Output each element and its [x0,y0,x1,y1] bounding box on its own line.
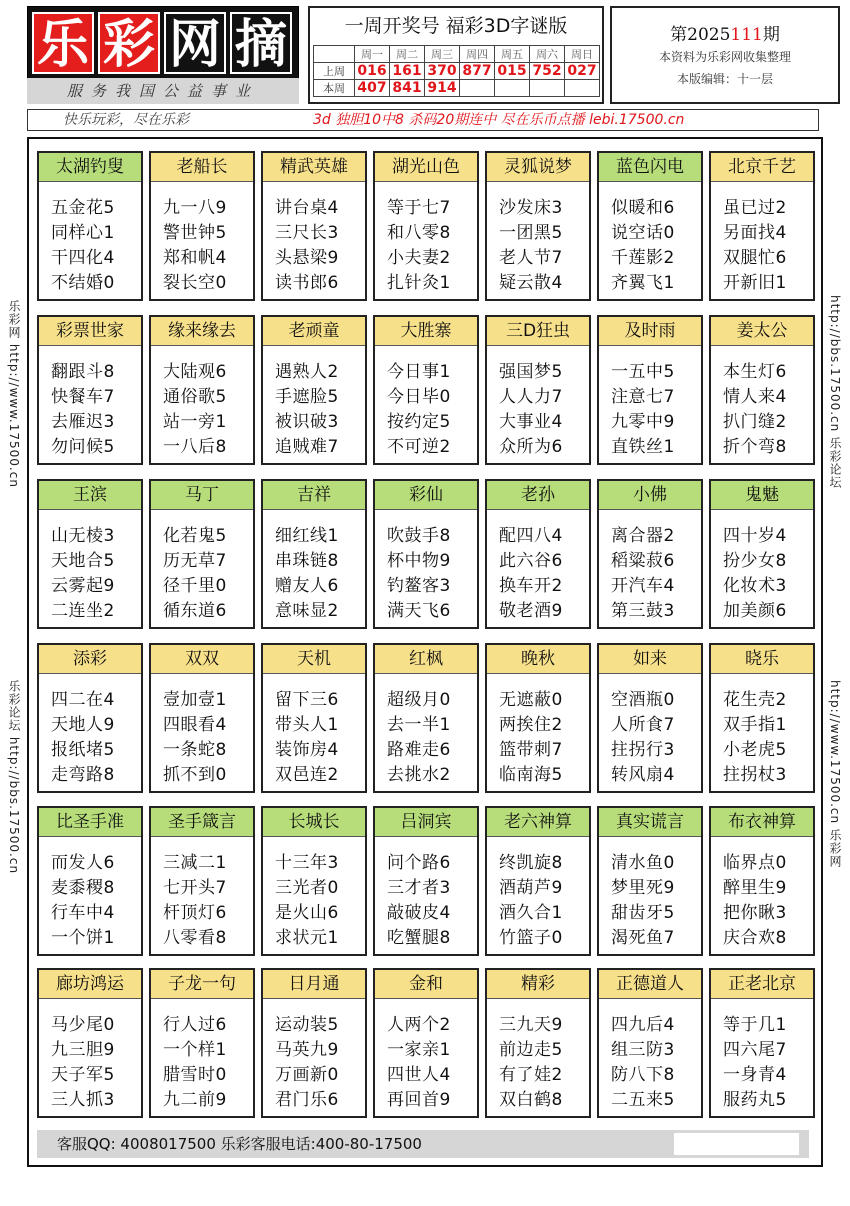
riddle-line: 麦黍稷8 [51,878,115,898]
riddle-line: 人所食7 [611,715,675,735]
riddle-cell [261,479,367,629]
riddle-author: 吕洞宾 [375,808,477,837]
riddle-line: 通俗歌5 [163,387,227,407]
riddle-line: 千莲影2 [611,248,675,268]
riddle-line: 再回首9 [387,1090,451,1110]
riddle-line: 快餐车7 [51,387,115,407]
riddle-cell [373,479,479,629]
riddle-line: 有了娃2 [499,1065,563,1085]
riddle-line: 无遮蔽0 [499,690,563,710]
riddle-author: 双双 [151,645,253,674]
draw-number: 841 [390,80,425,97]
riddle-line: 九三胆9 [51,1040,115,1060]
riddle-author: 小佛 [599,481,701,510]
riddle-line: 读书郎6 [275,273,339,293]
draw-results-box [308,6,604,104]
riddle-line: 小老虎5 [723,740,787,760]
riddle-line: 终凯旋8 [499,853,563,873]
riddle-line: 似暖和6 [611,198,675,218]
riddle-line: 直铁丝1 [611,437,675,457]
side-text-right-bottom: http://www.17500.cn 乐彩网 [828,680,842,868]
riddle-line: 满天飞6 [387,601,451,621]
riddle-author: 老船长 [151,153,253,182]
day-header: 周三 [425,46,460,63]
riddle-line: 今日毕0 [387,387,451,407]
riddle-author: 子龙一句 [151,970,253,999]
riddle-line: 化若鬼5 [163,526,227,546]
riddle-line: 赠友人6 [275,576,339,596]
riddle-line: 意味显2 [275,601,339,621]
riddle-line: 而发人6 [51,853,115,873]
day-header: 周五 [495,46,530,63]
riddle-cell [261,315,367,465]
day-header: 周六 [530,46,565,63]
riddle-line: 干四化4 [51,248,115,268]
riddle-line: 小夫妻2 [387,248,451,268]
riddle-line: 一团黑5 [499,223,563,243]
riddle-cell [261,643,367,793]
riddle-line: 三减二1 [163,853,227,873]
riddle-line: 疑云散4 [499,273,563,293]
footer-blank-box [674,1133,799,1155]
draw-number: 914 [425,80,460,97]
riddle-author: 正德道人 [599,970,701,999]
riddle-cell [261,968,367,1118]
riddle-line: 强国梦5 [499,362,563,382]
riddle-line: 三人抓3 [51,1090,115,1110]
riddle-cell [485,315,591,465]
riddle-line: 双白鹤8 [499,1090,563,1110]
riddle-line: 此六谷6 [499,551,563,571]
riddle-line: 一个样1 [163,1040,227,1060]
riddle-cell [709,806,815,956]
issue-box [610,6,840,104]
riddle-line: 不可逆2 [387,437,451,457]
riddle-author: 精彩 [487,970,589,999]
riddle-author: 老孙 [487,481,589,510]
riddle-line: 二五来5 [611,1090,675,1110]
riddle-line: 酒久合1 [499,903,563,923]
riddle-author: 晓乐 [711,645,813,674]
riddle-line: 九一八9 [163,198,227,218]
riddle-cell [597,806,703,956]
riddle-line: 超级月0 [387,690,451,710]
riddle-line: 今日事1 [387,362,451,382]
riddle-cell [149,643,255,793]
riddle-line: 问个路6 [387,853,451,873]
riddle-line: 四二在4 [51,690,115,710]
side-text-left-bottom: 乐彩论坛 http://bbs.17500.cn [7,680,21,875]
riddle-line: 按约定5 [387,412,451,432]
riddle-line: 十三年3 [275,853,339,873]
riddle-line: 人两个2 [387,1015,451,1035]
riddle-cell [37,479,143,629]
riddle-line: 山无棱3 [51,526,115,546]
riddle-line: 本生灯6 [723,362,787,382]
draw-number [565,80,600,97]
riddle-cell [709,315,815,465]
riddle-author: 添彩 [39,645,141,674]
riddle-cell [37,151,143,301]
riddle-line: 壹加壹1 [163,690,227,710]
riddle-author: 马丁 [151,481,253,510]
issue-number: 第2025111期 [670,25,780,45]
riddle-line: 敬老酒9 [499,601,563,621]
riddle-line: 追贼难7 [275,437,339,457]
riddle-author: 精武英雄 [263,153,365,182]
riddle-line: 虽已过2 [723,198,787,218]
riddle-cell [597,643,703,793]
tagline-left: 快乐玩彩，尽在乐彩 [63,112,189,128]
riddle-line: 双手指1 [723,715,787,735]
riddle-line: 说空话0 [611,223,675,243]
draw-number: 161 [390,63,425,80]
riddle-line: 甜齿牙5 [611,903,675,923]
riddle-cell [373,968,479,1118]
riddle-line: 情人来4 [723,387,787,407]
riddle-author: 天机 [263,645,365,674]
riddle-author: 鬼魅 [711,481,813,510]
riddle-cell [709,968,815,1118]
draw-number: 877 [460,63,495,80]
riddle-author: 王滨 [39,481,141,510]
riddle-cell [709,479,815,629]
riddle-cell [485,643,591,793]
riddle-line: 翻跟斗8 [51,362,115,382]
riddle-line: 二连坐2 [51,601,115,621]
riddle-line: 历无草7 [163,551,227,571]
day-header: 周四 [460,46,495,63]
riddle-line: 双邑连2 [275,765,339,785]
riddle-line: 老人节7 [499,248,563,268]
tagline-bar [27,109,819,131]
riddle-line: 七开头7 [163,878,227,898]
riddle-line: 大事业4 [499,412,563,432]
riddle-line: 路难走6 [387,740,451,760]
riddle-line: 天地合5 [51,551,115,571]
riddle-line: 杆顶灯6 [163,903,227,923]
riddle-cell [261,806,367,956]
riddle-line: 人人力7 [499,387,563,407]
riddle-cell [485,968,591,1118]
riddle-line: 九二前9 [163,1090,227,1110]
riddle-line: 等于几1 [723,1015,787,1035]
riddle-cell [149,968,255,1118]
riddle-line: 临界点0 [723,853,787,873]
riddle-cell [37,643,143,793]
riddle-cell [485,806,591,956]
riddle-line: 留下三6 [275,690,339,710]
riddle-line: 被识破3 [275,412,339,432]
riddle-line: 手遮脸5 [275,387,339,407]
riddle-line: 开汽车4 [611,576,675,596]
riddle-line: 同样心1 [51,223,115,243]
riddle-line: 行车中4 [51,903,115,923]
draw-number: 370 [425,63,460,80]
riddle-cell [597,968,703,1118]
riddle-cell [485,479,591,629]
customer-service-text: 客服QQ: 4008017500 乐彩客服电话:400-80-17500 [57,1135,422,1153]
riddle-cell [373,806,479,956]
riddle-author: 湖光山色 [375,153,477,182]
logo-char: 网 [164,12,226,74]
riddle-line: 竹篮子0 [499,928,563,948]
riddle-line: 稻粱菽6 [611,551,675,571]
riddle-cell [485,151,591,301]
riddle-line: 串珠链8 [275,551,339,571]
riddle-line: 裂长空0 [163,273,227,293]
riddle-line: 郑和帆4 [163,248,227,268]
draw-number: 407 [355,80,390,97]
riddle-cell [709,643,815,793]
riddle-line: 折个弯8 [723,437,787,457]
riddle-author: 灵狐说梦 [487,153,589,182]
riddle-line: 把你瞅3 [723,903,787,923]
riddle-line: 一家亲1 [387,1040,451,1060]
riddle-line: 带头人1 [275,715,339,735]
riddle-line: 马英九9 [275,1040,339,1060]
riddle-author: 廊坊鸿运 [39,970,141,999]
riddle-cell [709,151,815,301]
riddle-line: 一五中5 [611,362,675,382]
draw-number: 027 [565,63,600,80]
riddle-line: 扎针灸1 [387,273,451,293]
riddle-line: 行人过6 [163,1015,227,1035]
riddle-line: 拄拐杖3 [723,765,787,785]
riddle-line: 三尺长3 [275,223,339,243]
riddle-line: 装饰房4 [275,740,339,760]
riddle-author: 金和 [375,970,477,999]
riddle-cell [149,479,255,629]
day-header: 周日 [565,46,600,63]
riddle-cell [597,479,703,629]
riddle-line: 去一半1 [387,715,451,735]
riddle-cell [149,151,255,301]
riddle-line: 天地人9 [51,715,115,735]
side-text-left-top: 乐彩网 http://www.17500.cn [7,300,21,488]
riddle-line: 梦里死9 [611,878,675,898]
side-text-right-top: http://bbs.17500.cn 乐彩论坛 [828,295,842,490]
riddle-line: 报纸堵5 [51,740,115,760]
riddle-line: 篮带刺7 [499,740,563,760]
riddle-author: 如来 [599,645,701,674]
riddle-line: 细红线1 [275,526,339,546]
riddle-author: 姜太公 [711,317,813,346]
draw-number: 016 [355,63,390,80]
riddle-line: 注意七7 [611,387,675,407]
riddle-author: 正老北京 [711,970,813,999]
riddle-line: 沙发床3 [499,198,563,218]
riddle-line: 服药丸5 [723,1090,787,1110]
riddle-line: 空酒瓶0 [611,690,675,710]
riddle-cell [37,315,143,465]
riddle-line: 遇熟人2 [275,362,339,382]
riddle-cell [149,806,255,956]
draw-number [460,80,495,97]
riddle-line: 君门乐6 [275,1090,339,1110]
riddle-line: 云雾起9 [51,576,115,596]
riddle-cell [37,806,143,956]
row-label: 本周 [314,80,355,97]
riddle-author: 及时雨 [599,317,701,346]
slogan: 服务我国公益事业 [27,78,299,104]
riddle-line: 酒葫芦9 [499,878,563,898]
riddle-line: 天子军5 [51,1065,115,1085]
riddle-line: 组三防3 [611,1040,675,1060]
promo-link[interactable]: 3d 独胆10中8 杀码20期连中 尽在乐币点播 lebi.17500.cn [313,112,685,128]
footer-bar [37,1130,809,1158]
riddle-author: 红枫 [375,645,477,674]
day-header: 周一 [355,46,390,63]
riddle-line: 花生壳2 [723,690,787,710]
riddle-line: 去雁迟3 [51,412,115,432]
riddle-author: 吉祥 [263,481,365,510]
riddle-author: 晚秋 [487,645,589,674]
riddle-author: 太湖钓叟 [39,153,141,182]
riddle-line: 走弯路8 [51,765,115,785]
riddle-line: 渴死鱼7 [611,928,675,948]
riddle-author: 长城长 [263,808,365,837]
riddle-line: 三九天9 [499,1015,563,1035]
riddle-line: 万画新0 [275,1065,339,1085]
riddle-line: 和八零8 [387,223,451,243]
riddle-line: 防八下8 [611,1065,675,1085]
riddle-line: 四世人4 [387,1065,451,1085]
logo-char: 乐 [32,12,94,74]
riddle-line: 扮少女8 [723,551,787,571]
riddle-line: 四九后4 [611,1015,675,1035]
riddle-author: 大胜寨 [375,317,477,346]
riddle-line: 四十岁4 [723,526,787,546]
riddle-cell [597,151,703,301]
riddle-author: 彩仙 [375,481,477,510]
riddle-line: 齐翼飞1 [611,273,675,293]
riddle-cell [37,968,143,1118]
row-label: 上周 [314,63,355,80]
riddle-line: 换车开2 [499,576,563,596]
riddle-author: 老六神算 [487,808,589,837]
riddle-line: 醉里生9 [723,878,787,898]
riddle-author: 北京千艺 [711,153,813,182]
riddle-line: 庆合欢8 [723,928,787,948]
riddle-author: 蓝色闪电 [599,153,701,182]
riddle-line: 抓不到0 [163,765,227,785]
riddle-line: 一八后8 [163,437,227,457]
riddle-line: 运动装5 [275,1015,339,1035]
riddle-line: 九零中9 [611,412,675,432]
editor-note: 本版编辑：十一层 [676,72,773,86]
riddle-line: 一个饼1 [51,928,115,948]
riddle-line: 大陆观6 [163,362,227,382]
riddle-line: 一条蛇8 [163,740,227,760]
riddle-line: 敲破皮4 [387,903,451,923]
riddle-line: 勿问候5 [51,437,115,457]
riddle-line: 化妆术3 [723,576,787,596]
riddle-line: 离合器2 [611,526,675,546]
riddle-line: 三光者0 [275,878,339,898]
riddle-author: 三D狂虫 [487,317,589,346]
riddle-line: 开新旧1 [723,273,787,293]
riddle-line: 钓鳌客3 [387,576,451,596]
riddle-author: 真实谎言 [599,808,701,837]
riddle-line: 拄拐行3 [611,740,675,760]
riddle-line: 两挨住2 [499,715,563,735]
riddle-author: 布衣神算 [711,808,813,837]
draw-number [530,80,565,97]
riddle-line: 不结婚0 [51,273,115,293]
riddle-line: 求状元1 [275,928,339,948]
logo-char: 彩 [98,12,160,74]
riddle-line: 吹鼓手8 [387,526,451,546]
riddle-line: 双腿忙6 [723,248,787,268]
riddle-line: 杯中物9 [387,551,451,571]
draw-title: 一周开奖号 福彩3D字谜版 [344,15,568,37]
day-header: 周二 [390,46,425,63]
riddle-cell [373,315,479,465]
riddle-line: 加美颜6 [723,601,787,621]
riddle-line: 四眼看4 [163,715,227,735]
riddle-line: 众所为6 [499,437,563,457]
riddle-line: 第三鼓3 [611,601,675,621]
riddle-line: 清水鱼0 [611,853,675,873]
riddle-line: 是火山6 [275,903,339,923]
issue-note: 本资料为乐彩网收集整理 [658,50,791,64]
riddle-line: 八零看8 [163,928,227,948]
riddle-author: 圣手箴言 [151,808,253,837]
riddle-line: 扒门缝2 [723,412,787,432]
riddle-author: 比圣手准 [39,808,141,837]
riddle-line: 循东道6 [163,601,227,621]
riddle-line: 三才者3 [387,878,451,898]
riddle-line: 吃蟹腿8 [387,928,451,948]
riddle-line: 马少尾0 [51,1015,115,1035]
riddle-line: 去挑水2 [387,765,451,785]
riddle-line: 四六尾7 [723,1040,787,1060]
draw-number: 752 [530,63,565,80]
riddle-line: 临南海5 [499,765,563,785]
riddle-author: 缘来缘去 [151,317,253,346]
draw-table [313,45,600,97]
riddle-line: 头悬梁9 [275,248,339,268]
riddle-cell [373,151,479,301]
riddle-line: 五金花5 [51,198,115,218]
logo [27,6,299,79]
riddle-line: 讲台桌4 [275,198,339,218]
riddle-line: 配四八4 [499,526,563,546]
riddle-cell [597,315,703,465]
riddle-line: 径千里0 [163,576,227,596]
riddle-author: 彩票世家 [39,317,141,346]
draw-number: 015 [495,63,530,80]
riddle-author: 老顽童 [263,317,365,346]
riddle-cell [149,315,255,465]
draw-number [495,80,530,97]
riddle-line: 腊雪时0 [163,1065,227,1085]
riddle-line: 站一旁1 [163,412,227,432]
riddle-line: 前边走5 [499,1040,563,1060]
riddle-line: 一身青4 [723,1065,787,1085]
riddle-line: 等于七7 [387,198,451,218]
riddle-author: 日月通 [263,970,365,999]
riddle-line: 转风扇4 [611,765,675,785]
riddle-cell [373,643,479,793]
riddle-line: 警世钟5 [163,223,227,243]
riddle-cell [261,151,367,301]
riddle-line: 另面找4 [723,223,787,243]
logo-char: 摘 [230,12,292,74]
